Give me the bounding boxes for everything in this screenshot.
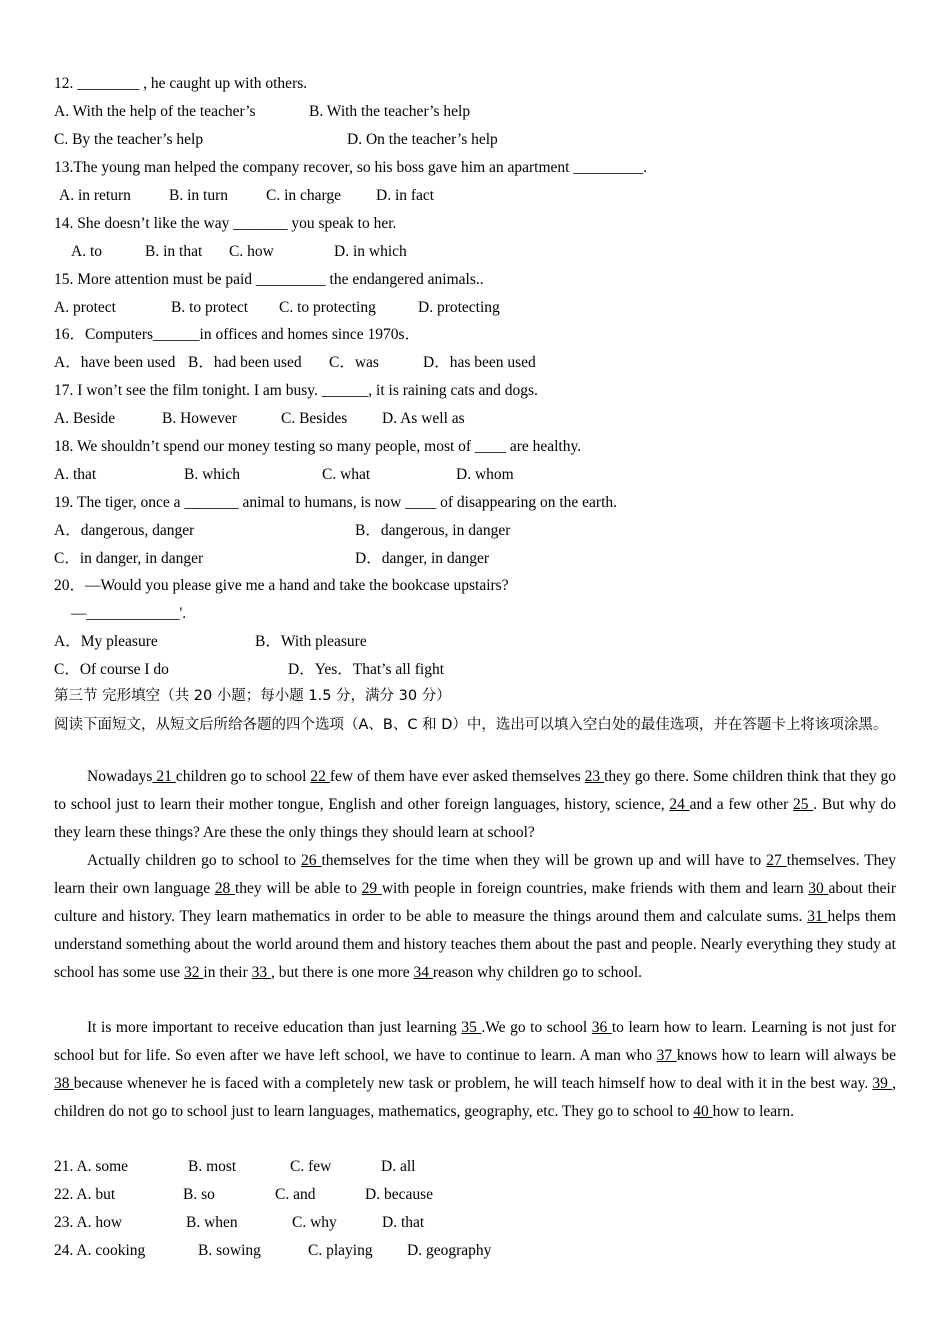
q14-option-b: B. in that xyxy=(145,243,203,260)
q20-option-d: D．Yes．That’s all fight xyxy=(288,661,445,678)
q13-option-a: A. in return xyxy=(59,187,131,204)
passage-text: It is more important to receive education than just learning xyxy=(87,1019,462,1036)
q20-option-a: A．My pleasure xyxy=(54,633,158,650)
q19-option-c: C．in danger, in danger xyxy=(54,550,204,567)
passage-text: Actually children go to school to xyxy=(87,852,301,869)
passage-paragraph-1 xyxy=(54,763,896,847)
passage-text: , children do not go to school just to learn languages, mathematics, geography, etc. They go to school to xyxy=(54,1074,896,1120)
cloze-22-option-b: B. so xyxy=(183,1186,215,1203)
blank-30: 30 xyxy=(808,879,829,897)
passage-text: they go there. Some children think that they go to school just to learn their mother tongue, English and other foreign languages, history, science, xyxy=(54,768,897,813)
q19-option-b: B．dangerous, in danger xyxy=(355,522,511,539)
question-20-response: —____________'. xyxy=(71,605,187,622)
blank-22: 22 xyxy=(310,768,330,785)
q12-option-d: D. On the teacher’s help xyxy=(347,131,498,148)
q17-option-d: D. As well as xyxy=(382,410,465,427)
q13-option-d: D. in fact xyxy=(376,187,435,204)
cloze-24-option-d: D. geography xyxy=(407,1242,492,1259)
passage-text: themselves. They learn their own language xyxy=(54,852,896,897)
blank-24: 24 xyxy=(669,795,690,813)
question-17-stem: 17. I won’t see the film tonight. I am busy. ______, it is raining cats and dogs. xyxy=(54,382,538,399)
q15-option-b: B. to protect xyxy=(171,299,249,316)
passage-text: about their culture and history. They learn mathematics in order to be able to measure the things around them and calculate sums. xyxy=(54,879,896,925)
cloze-24-option-c: C. playing xyxy=(308,1242,373,1259)
section-instruction: 阅读下面短文，从短文后所给各题的四个选项（A、B、C 和 D）中，选出可以填入空白处的最佳选项，并在答题卡上将该项涂黑。 xyxy=(54,717,888,733)
q16-option-a: A．have been used xyxy=(54,354,176,371)
passage-text: because whenever he is faced with a completely new task or problem, he will teach himself how to deal with it in the best way. xyxy=(73,1074,873,1092)
q16-option-b: B．had been used xyxy=(188,354,302,371)
q14-option-a: A. to xyxy=(71,243,102,260)
question-16-stem: 16．Computers______in offices and homes since 1970s． xyxy=(54,326,421,343)
cloze-22-option-d: D. because xyxy=(365,1186,433,1203)
question-12-stem: 12. ________ , he caught up with others. xyxy=(54,75,308,92)
blank-31: 31 xyxy=(807,907,828,925)
section-title: 第三节 完形填空（共 20 小题；每小题 1.5 分，满分 30 分） xyxy=(54,688,451,704)
passage-text: Nowadays xyxy=(87,768,153,785)
blank-35: 35 xyxy=(461,1019,482,1036)
blank-29: 29 xyxy=(361,879,382,897)
q15-option-a: A. protect xyxy=(54,299,116,316)
q17-option-a: A. Beside xyxy=(54,410,116,427)
q17-option-c: C. Besides xyxy=(281,410,348,427)
passage-text: reason why children go to school. xyxy=(432,963,643,981)
question-18-stem: 18. We shouldn’t spend our money testing so many people, most of ____ are healthy. xyxy=(54,438,582,455)
blank-21: 21 xyxy=(152,768,176,785)
q14-option-d: D. in which xyxy=(334,243,407,260)
q15-option-c: C. to protecting xyxy=(279,299,376,316)
passage-paragraph-3 xyxy=(54,1014,896,1126)
q20-option-c: C．Of course I do xyxy=(54,661,169,678)
q15-option-d: D. protecting xyxy=(418,299,500,316)
blank-38: 38 xyxy=(54,1074,74,1092)
blank-25: 25 xyxy=(793,795,814,813)
q19-option-a: A．dangerous, danger xyxy=(54,522,195,539)
blank-40: 40 xyxy=(693,1102,713,1120)
passage-text: in their xyxy=(203,963,252,981)
passage-text: knows how to learn will always be xyxy=(676,1046,896,1064)
cloze-24-option-a: 24. A. cooking xyxy=(54,1242,146,1259)
cloze-21-option-a: 21. A. some xyxy=(54,1158,129,1175)
question-19-stem: 19. The tiger, once a _______ animal to humans, is now ____ of disappearing on the earth. xyxy=(54,494,617,511)
q14-option-c: C. how xyxy=(229,243,274,260)
blank-23: 23 xyxy=(584,768,605,785)
cloze-21-option-c: C. few xyxy=(290,1158,332,1175)
question-14-stem: 14. She doesn’t like the way _______ you speak to her. xyxy=(54,215,397,232)
question-13-stem: 13.The young man helped the company recover, so his boss gave him an apartment _________. xyxy=(54,159,647,176)
cloze-21-option-d: D. all xyxy=(381,1158,416,1175)
passage-text: they will be able to xyxy=(234,879,362,897)
passage-text: themselves for the time when they will be grown up and will have to xyxy=(321,852,767,869)
blank-28: 28 xyxy=(214,879,235,897)
blank-37: 37 xyxy=(656,1046,677,1064)
q12-option-b: B. With the teacher’s help xyxy=(309,103,471,120)
q20-option-b: B．With pleasure xyxy=(255,633,367,650)
q17-option-b: B. However xyxy=(162,410,237,427)
blank-39: 39 xyxy=(872,1074,893,1092)
passage-text: children go to school xyxy=(175,768,311,785)
cloze-23-option-c: C. why xyxy=(292,1214,337,1231)
cloze-23-option-b: B. when xyxy=(186,1214,238,1231)
passage-paragraph-2 xyxy=(54,847,896,987)
blank-33: 33 xyxy=(251,963,271,981)
q19-option-d: D．danger, in danger xyxy=(355,550,490,567)
q18-option-c: C. what xyxy=(322,466,371,483)
q16-option-d: D．has been used xyxy=(423,354,536,371)
passage-text: , but there is one more xyxy=(270,963,414,981)
q12-option-c: C. By the teacher’s help xyxy=(54,131,204,148)
q18-option-d: D. whom xyxy=(456,466,514,483)
passage-text: and a few other xyxy=(689,795,793,813)
cloze-24-option-b: B. sowing xyxy=(198,1242,261,1259)
passage-text: with people in foreign countries, make friends with them and learn xyxy=(381,879,809,897)
question-15-stem: 15. More attention must be paid _________ the endangered animals.. xyxy=(54,271,484,288)
passage-text: few of them have ever asked themselves xyxy=(329,768,585,785)
blank-32: 32 xyxy=(184,963,204,981)
q18-option-a: A. that xyxy=(54,466,97,483)
cloze-21-option-b: B. most xyxy=(188,1158,237,1175)
cloze-22-option-a: 22. A. but xyxy=(54,1186,116,1203)
cloze-23-option-a: 23. A. how xyxy=(54,1214,123,1231)
q12-option-a: A. With the help of the teacher’s xyxy=(54,103,256,120)
blank-36: 36 xyxy=(591,1019,612,1036)
blank-34: 34 xyxy=(413,963,433,981)
question-20-stem: 20．—Would you please give me a hand and take the bookcase upstairs? xyxy=(54,577,509,594)
passage-text: how to learn. xyxy=(712,1102,794,1120)
passage-text: to learn how to learn. Learning is not just for school but for life. So even after we have left school, we have to continue to learn. A man who xyxy=(54,1019,896,1064)
cloze-23-option-d: D. that xyxy=(382,1214,425,1231)
blank-27: 27 xyxy=(766,852,787,869)
passage-text: helps them understand something about the world around them and history teaches them about the past and people. Nearly everything they study at school has some use xyxy=(54,907,897,981)
q18-option-b: B. which xyxy=(184,466,240,483)
blank-26: 26 xyxy=(301,852,322,869)
q13-option-b: B. in turn xyxy=(169,187,228,204)
q13-option-c: C. in charge xyxy=(266,187,342,204)
passage-text: .We go to school xyxy=(481,1019,592,1036)
passage-text: . But why do they learn these things? Are these the only things they should learn at school? xyxy=(54,795,897,841)
cloze-22-option-c: C. and xyxy=(275,1186,316,1203)
q16-option-c: C．was xyxy=(329,354,379,371)
